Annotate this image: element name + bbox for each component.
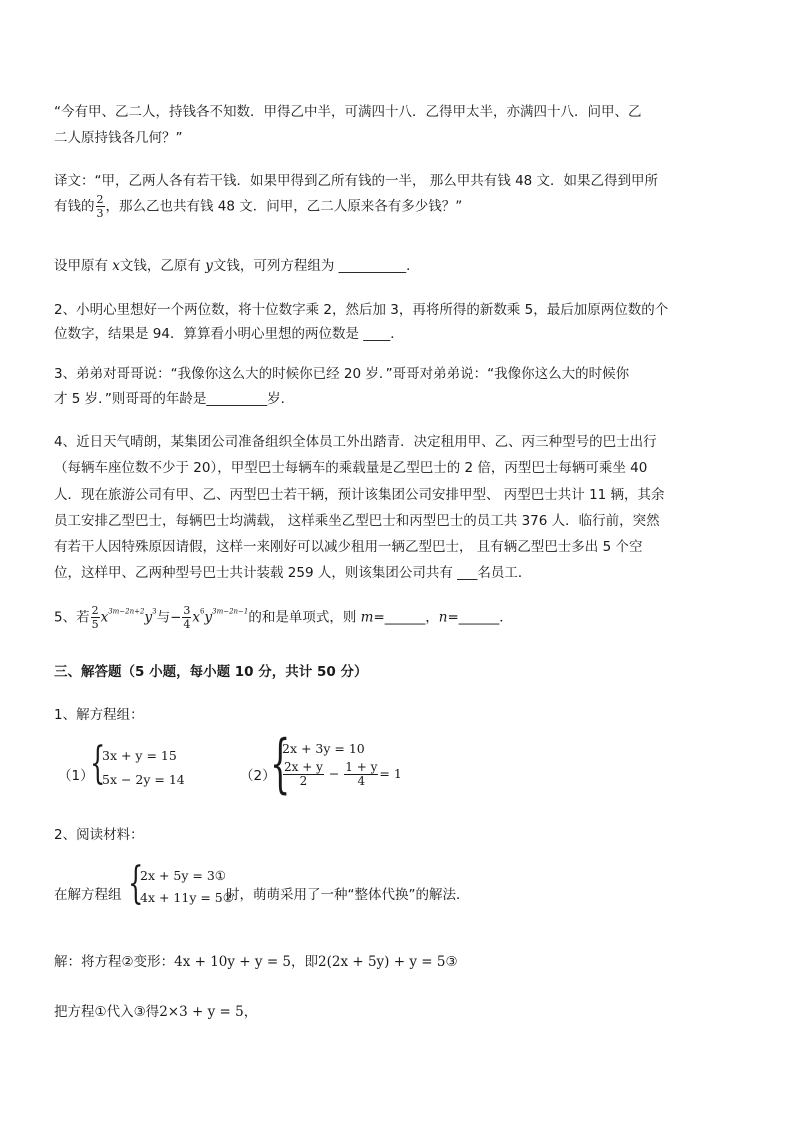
- s1-label: 1、解方程组：: [54, 707, 144, 723]
- q5-f1-numerator: 2: [91, 604, 99, 617]
- sys2-label: （2）: [240, 768, 276, 784]
- s2-sub-eq: 2×3 + y = 5: [159, 1004, 244, 1020]
- setup-text-a: 设甲原有: [54, 258, 113, 274]
- s2-sol-b: ，即: [291, 954, 319, 970]
- s2-eq-1: 2x + 5y = 3①: [140, 868, 227, 883]
- s2-intro-a: 在解方程组: [54, 887, 122, 903]
- s2-intro-b: 时，萌萌采用了一种“整体代换”的解法．: [226, 887, 470, 903]
- var-x: x: [112, 258, 120, 274]
- translation-line-2: [54, 193, 462, 220]
- q5-mid: 与−: [156, 609, 182, 626]
- q5-term1-x: x: [100, 609, 109, 626]
- sys2-f2-den: 4: [357, 774, 366, 788]
- problem-text-line-1: “今有甲、乙二人，持钱各不知数．甲得乙中半，可满四十八．乙得甲太半，亦满四十八．问甲、乙: [54, 104, 642, 120]
- sys2-brace: {: [270, 727, 291, 801]
- setup-line: [54, 254, 420, 274]
- q4-line-3: 人．现在旅游公司有甲、乙、丙型巴士若干辆，预计该集团公司安排甲型、 丙型巴士共计 11 辆，其余: [54, 487, 665, 503]
- translation-text-a: 有钱的: [54, 198, 95, 215]
- q5-term1-x-exponent: 3m−2n+2: [108, 607, 145, 616]
- s2-solution-line: [54, 950, 458, 970]
- sys1-eq-1: 3x + y = 15: [102, 748, 177, 763]
- q5-f1-denominator: 5: [91, 618, 99, 631]
- q5-line: [54, 604, 513, 631]
- s2-sub-a: 把方程①代入③得: [54, 1004, 160, 1020]
- q5-suffix-a: 的和是单项式，则: [248, 609, 361, 626]
- q5-term2-x: x: [192, 609, 201, 626]
- s2-substitute-line: [54, 1000, 257, 1020]
- q4-line-2: （每辆车座位数不少于 20），甲型巴士每辆车的乘载量是乙型巴士的 2 倍，丙型巴士每辆可乘坐 40: [54, 460, 648, 476]
- q5-fraction-1: [91, 604, 100, 631]
- q5-term2-x-exponent: 6: [200, 607, 205, 616]
- s2-sol-a: 解：将方程②变形：: [54, 954, 175, 970]
- section-3-title: 三、解答题（5 小题，每小题 10 分，共计 50 分）: [54, 664, 368, 680]
- sys2-eq-2: $\frac{2x + y}{2}$ − $\frac{1 + y}{4}$ = 1: [284, 760, 402, 788]
- setup-text-b: 文钱，乙原有: [119, 258, 206, 274]
- q5-f2-numerator: 3: [183, 604, 191, 617]
- s2-brace: {: [128, 858, 144, 909]
- q2-line-2: 位数字，结果是 94．算算看小明心里想的两位数是 ____．: [54, 326, 404, 342]
- q5-f2-denominator: 4: [183, 618, 191, 631]
- q3-line-2: 才 5 岁．”则哥哥的年龄是_________岁．: [54, 391, 295, 407]
- sys1-brace: {: [90, 738, 106, 789]
- fraction-two-thirds: [96, 193, 105, 220]
- s2-sol-eq2: 2(2x + 5y) + y = 5③: [318, 954, 458, 970]
- q4-line-1: 4、近日天气晴朗，某集团公司准备组织全体员工外出踏青．决定租用甲、乙、丙三种型号的巴士出行: [54, 434, 657, 450]
- s2-eq-2: 4x + 11y = 5②: [140, 890, 234, 905]
- q5-term1-y-exponent: 3: [152, 607, 157, 616]
- sys1-label: （1）: [58, 768, 94, 784]
- q4-line-6: 位，这样甲、乙两种型号巴士共计装载 259 人，则该集团公司共有 ___名员工．: [54, 565, 532, 581]
- q5-var-m: m: [360, 609, 374, 626]
- sys1-eq-2: 5x − 2y = 14: [102, 772, 185, 787]
- fraction-denominator: 3: [96, 207, 104, 220]
- q2-line-1: 2、小明心里想好一个两位数，将十位数字乘 2，然后加 3，再将所得的新数乘 5，最后加原两位数的个: [54, 302, 669, 318]
- sys2-f1-den: 2: [299, 774, 308, 788]
- problem-text-line-2: 二人原持钱各几何？”: [54, 130, 183, 146]
- q5-prefix: 5、若: [54, 609, 90, 626]
- q5-suffix-c: =______．: [447, 609, 513, 626]
- sys2-frac-1: [283, 761, 324, 788]
- setup-text-c: 文钱，可列方程组为 __________．: [212, 258, 420, 274]
- sys2-frac-2: [344, 761, 378, 788]
- translation-line-1: 译文：“甲，乙两人各有若干钱．如果甲得到乙所有钱的一半， 那么甲共有钱 48 文．如果乙得到甲所: [54, 173, 659, 189]
- q5-term2-y: y: [204, 609, 213, 626]
- q5-term2-y-exponent: 3m−2n−1: [212, 607, 249, 616]
- s2-label: 2、阅读材料：: [54, 827, 144, 843]
- sys2-eq-1: 2x + 3y = 10: [282, 741, 365, 756]
- q3-line-1: 3、弟弟对哥哥说：“我像你这么大的时候你已经 20 岁．”哥哥对弟弟说：“我像你这么大的时候你: [54, 366, 630, 382]
- q5-suffix-b: =______，: [373, 609, 439, 626]
- q5-fraction-2: [182, 604, 191, 631]
- s2-sub-b: ，: [243, 1004, 258, 1020]
- fraction-numerator: 2: [96, 193, 104, 206]
- sys2-f1-num: 2x + y: [284, 760, 323, 774]
- q5-term1-y: y: [144, 609, 153, 626]
- var-y: y: [205, 258, 213, 274]
- q4-line-5: 有若干人因特殊原因请假，这样一来刚好可以减少租用一辆乙型巴士， 且有辆乙型巴士多出 5 个空: [54, 539, 643, 555]
- q5-var-n: n: [438, 609, 448, 626]
- sys2-rhs: = 1: [379, 766, 402, 781]
- q4-line-4: 员工安排乙型巴士，每辆巴士均满载， 这样乘坐乙型巴士和丙型巴士的员工共 376 人．临行前，突然: [54, 513, 660, 529]
- translation-text-b: ，那么乙也共有钱 48 文．问甲，乙二人原来各有多少钱？”: [105, 198, 463, 215]
- s2-sol-eq: 4x + 10y + y = 5: [174, 954, 292, 970]
- sys2-f2-num: 1 + y: [345, 760, 378, 774]
